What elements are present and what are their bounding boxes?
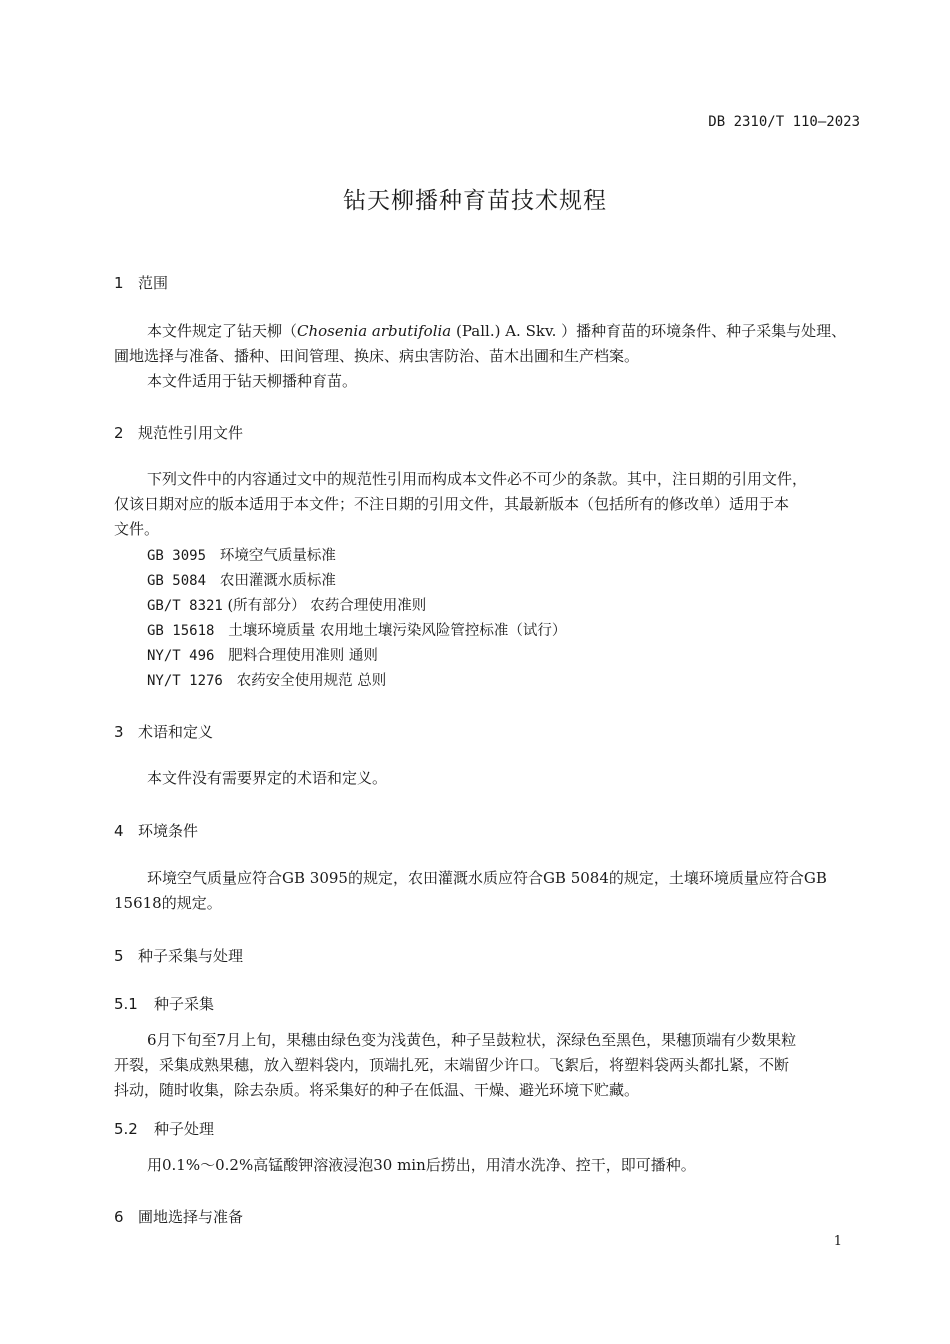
section-number: 6 <box>114 1208 124 1226</box>
text-run: (Pall.) A. Skv. ）播种育苗的环境条件、种子采集与处理、 <box>451 322 847 340</box>
reference-name: (所有部分） 农药合理使用准则 <box>227 598 427 614</box>
section-number: 4 <box>114 822 124 840</box>
section-title: 范围 <box>138 274 169 292</box>
reference-code: NY/T 1276 <box>147 673 223 689</box>
section-5-2-heading <box>114 1118 214 1139</box>
section-title: 术语和定义 <box>138 723 214 741</box>
reference-item <box>147 569 336 590</box>
section-number: 1 <box>114 274 124 292</box>
section-2-paragraph-line-1: 下列文件中的内容通过文中的规范性引用而构成本文件必不可少的条款。其中，注日期的引用文件， <box>147 470 808 488</box>
section-4-heading <box>114 820 198 841</box>
section-5-1-heading <box>114 993 214 1014</box>
reference-name: 农药安全使用规范 总则 <box>236 673 387 689</box>
section-1-paragraph-1-line-1 <box>147 319 846 344</box>
section-5-1-line-1: 6月下旬至7月上旬，果穗由绿色变为浅黄色，种子呈鼓粒状，深绿色至黑色，果穗顶端有少数果粒 <box>147 1031 797 1049</box>
reference-name: 环境空气质量标准 <box>219 548 336 564</box>
section-number: 5.1 <box>114 995 138 1013</box>
section-title: 环境条件 <box>138 822 199 840</box>
latin-name: Chosenia arbutifolia <box>297 322 452 340</box>
section-1-paragraph-1-line-2: 圃地选择与准备、播种、田间管理、换床、病虫害防治、苗木出圃和生产档案。 <box>114 347 640 365</box>
section-5-1-line-3: 抖动，随时收集，除去杂质。将采集好的种子在低温、干燥、避光环境下贮藏。 <box>114 1081 640 1099</box>
reference-code: GB 5084 <box>147 573 207 589</box>
section-number: 2 <box>114 424 124 442</box>
section-2-paragraph-line-2: 仅该日期对应的版本适用于本文件；不注日期的引用文件，其最新版本（包括所有的修改单）适用于本 <box>114 495 790 513</box>
reference-code: GB 3095 <box>147 548 207 564</box>
section-number: 3 <box>114 723 124 741</box>
page-number: 1 <box>833 1234 842 1249</box>
reference-name: 农田灌溉水质标准 <box>219 573 336 589</box>
reference-item <box>147 619 566 640</box>
section-4-paragraph-line-2: 15618的规定。 <box>114 894 222 912</box>
section-2-paragraph-line-3: 文件。 <box>114 520 160 538</box>
section-number: 5.2 <box>114 1120 138 1138</box>
section-5-heading <box>114 945 243 966</box>
reference-code: GB 15618 <box>147 623 215 639</box>
text-run: 本文件规定了钻天柳（ <box>147 322 298 340</box>
section-1-paragraph-2: 本文件适用于钻天柳播种育苗。 <box>147 372 358 390</box>
reference-name: 土壤环境质量 农用地土壤污染风险管控标准（试行） <box>228 623 567 639</box>
reference-item <box>147 669 386 690</box>
section-2-heading <box>114 422 243 443</box>
section-title: 种子采集 <box>154 995 215 1013</box>
section-title: 种子处理 <box>154 1120 215 1138</box>
section-4-paragraph-line-1: 环境空气质量应符合GB 3095的规定，农田灌溉水质应符合GB 5084的规定，土壤环境质量应符合GB <box>147 869 827 887</box>
page-title: 钻天柳播种育苗技术规程 <box>343 188 607 214</box>
section-number: 5 <box>114 947 124 965</box>
section-title: 种子采集与处理 <box>138 947 244 965</box>
reference-code: GB/T 8321 <box>147 598 223 614</box>
reference-name: 肥料合理使用准则 通则 <box>228 648 378 664</box>
reference-code: NY/T 496 <box>147 648 215 664</box>
section-title: 规范性引用文件 <box>138 424 244 442</box>
reference-item <box>147 644 378 665</box>
section-5-2-line-1: 用0.1%～0.2%高锰酸钾溶液浸泡30 min后捞出，用清水洗净、控干，即可播种。 <box>147 1156 696 1174</box>
section-title: 圃地选择与准备 <box>138 1208 244 1226</box>
reference-item <box>147 544 336 565</box>
document-number: DB 2310/T 110—2023 <box>708 114 860 130</box>
section-6-heading <box>114 1206 243 1227</box>
section-1-heading <box>114 272 168 293</box>
section-3-paragraph: 本文件没有需要界定的术语和定义。 <box>147 769 388 787</box>
section-5-1-line-2: 开裂，采集成熟果穗，放入塑料袋内，顶端扎死，末端留少许口。飞絮后，将塑料袋两头都扎紧，不断 <box>114 1056 790 1074</box>
section-3-heading <box>114 721 213 742</box>
reference-item <box>147 594 426 615</box>
